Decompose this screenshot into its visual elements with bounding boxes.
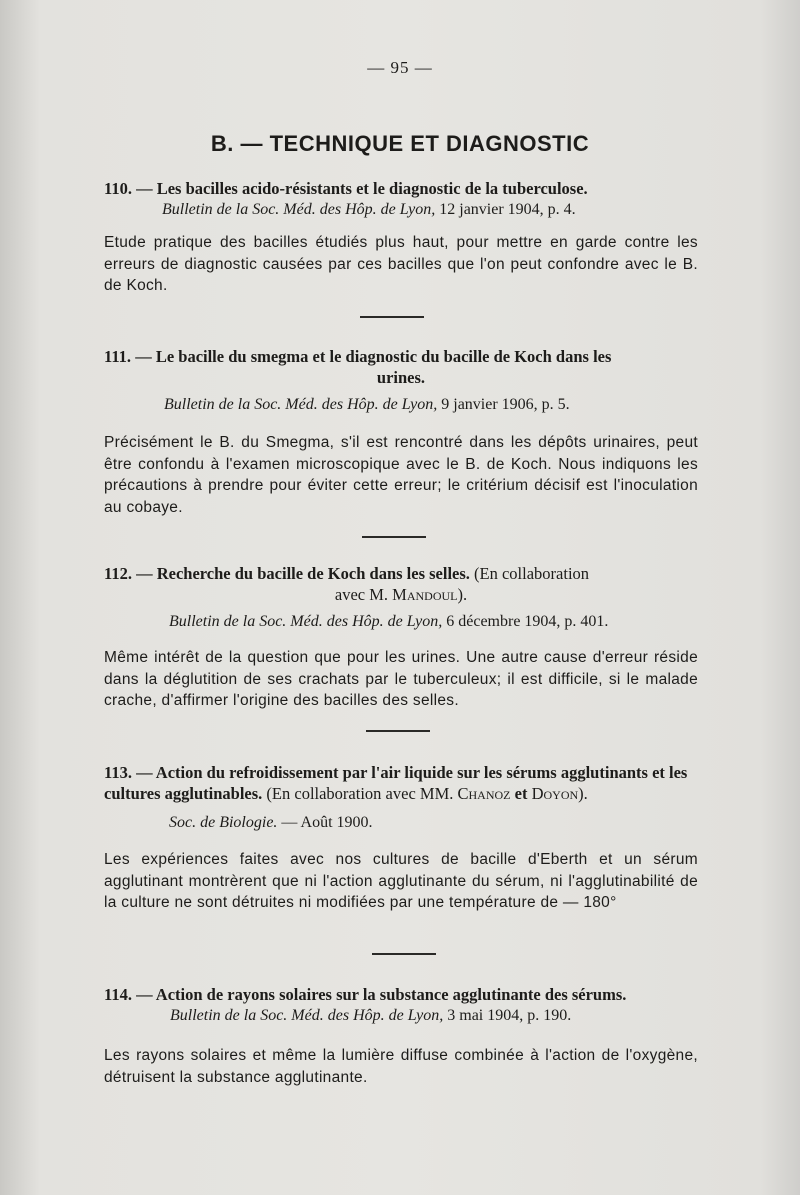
entry-number: 111. — [104, 347, 132, 366]
entry-113 — [104, 762, 698, 914]
entry-body: Précisément le B. du Smegma, s'il est rencontré dans les dépôts urinaires, peut être confondu à l'examen microscopique avec le B. de Koch. Nous indiquons les précautions à prendre pour éviter cette erreur; le critérium décisif est l'inoculation au cobaye. — [104, 434, 698, 516]
collab-end: ). — [578, 784, 588, 803]
source-journal: Bulletin de la Soc. Méd. des Hôp. de Lyon, — [162, 201, 436, 218]
divider-rule — [360, 316, 424, 318]
entry-body: Les rayons solaires et même la lumière diffuse combinée à l'action de l'oxygène, détruisent la substance agglutinante. — [104, 1047, 698, 1086]
entry-title — [104, 762, 698, 804]
source-date: 9 janvier 1906, p. 5. — [441, 396, 570, 413]
entry-body: Les expériences faites avec nos cultures de bacille d'Eberth et un sérum agglutinant montrèrent que ni l'action agglutinante du sérum, ni l'agglutinabilité de la culture ne sont détruites ni modifiées par une température de — 180° — [104, 851, 698, 911]
entry-112 — [104, 563, 698, 712]
entry-title-text: — Le bacille du smegma et le diagnostic du bacille de Koch dans les — [135, 347, 612, 366]
entry-collaboration-continuation — [104, 584, 698, 605]
source-date: — Août 1900. — [281, 814, 373, 831]
divider-rule — [362, 536, 426, 538]
collaborator-name: Doyon — [531, 784, 579, 803]
entry-collaboration: (En collaboration avec MM. — [266, 784, 454, 803]
entry-number: 114. — [104, 985, 132, 1004]
entry-title — [104, 346, 698, 367]
entry-number: 113. — [104, 763, 132, 782]
source-journal: Bulletin de la Soc. Méd. des Hôp. de Lyon, — [164, 396, 438, 413]
entry-number: 112. — [104, 564, 132, 583]
entry-source — [104, 812, 698, 833]
entry-title-text: — Recherche du bacille de Koch dans les selles. — [136, 564, 470, 583]
entry-111 — [104, 346, 698, 518]
entry-114 — [104, 984, 698, 1088]
entry-source — [104, 611, 698, 632]
divider-rule — [366, 730, 430, 732]
entry-source — [104, 394, 698, 415]
entry-source — [104, 1005, 698, 1026]
entry-collaboration: (En collaboration — [474, 564, 590, 583]
page-number: — 95 — — [367, 58, 433, 77]
entry-110 — [104, 178, 698, 297]
collab-end: ). — [457, 585, 468, 604]
section-heading: B. — TECHNIQUE ET DIAGNOSTIC — [210, 131, 590, 156]
source-journal: Bulletin de la Soc. Méd. des Hôp. de Lyon, — [170, 1007, 444, 1024]
entry-number: 110. — [104, 179, 132, 198]
entry-title — [104, 984, 698, 1005]
entry-source — [104, 199, 698, 220]
source-date: 12 janvier 1904, p. 4. — [439, 201, 576, 218]
divider-rule — [372, 953, 436, 955]
collab-prefix: avec M. — [334, 585, 389, 604]
entry-title-continuation: urines. — [376, 368, 426, 387]
entry-body: Etude pratique des bacilles étudiés plus haut, pour mettre en garde contre les erreurs de diagnostic causées par ces bacilles que l'on peut confondre avec le B. de Koch. — [104, 234, 698, 294]
source-journal: Soc. de Biologie. — [169, 814, 278, 831]
entry-body: Même intérêt de la question que pour les urines. Une autre cause d'erreur réside dans la déglutition de ses crachats par le tuberculeux; il est difficile, si le malade crache, d'affirmer l'origine des bacilles des selles. — [104, 649, 698, 709]
entry-title — [104, 563, 698, 584]
collab-and: et — [514, 784, 528, 803]
collaborator-name: Chanoz — [457, 784, 511, 803]
source-date: 3 mai 1904, p. 190. — [447, 1007, 572, 1024]
collaborator-name: Mandoul — [392, 585, 458, 604]
source-date: 6 décembre 1904, p. 401. — [446, 613, 609, 630]
entry-title — [104, 178, 698, 199]
entry-title-text: — Action du refroidissement par l'air liquide sur les sérums agglutinants et les cultures agglutinables. — [104, 763, 688, 803]
entry-title-text: — Action de rayons solaires sur la substance agglutinante des sérums. — [136, 985, 627, 1004]
entry-title-text: — Les bacilles acido-résistants et le diagnostic de la tuberculose. — [136, 179, 588, 198]
source-journal: Bulletin de la Soc. Méd. des Hôp. de Lyon, — [169, 613, 443, 630]
